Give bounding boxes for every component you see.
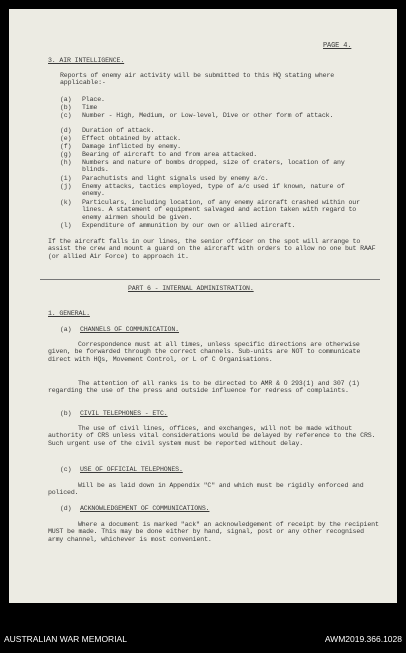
section1-heading: 1. GENERAL. (48, 310, 90, 317)
item-text: Numbers and nature of bombs dropped, size of craters, location of any blinds. (82, 159, 345, 174)
page-number: PAGE 4. (323, 42, 352, 50)
subsection-b-text: The use of civil lines, offices, and exchanges, will not be made without authority of CRS unless vital considerations would be delayed by reference to the CRS. Such urgent use of the civil system must be reported without delay. (48, 425, 376, 447)
subsection-a-text2: The attention of all ranks is to be directed to AMR & O 293(1) and 307 (1) regarding the use of the press and outside influence for redress of complaints. (48, 380, 360, 395)
item-text: Damage inflicted by enemy. (82, 143, 181, 150)
subsection-c-marker: (c) (60, 466, 72, 473)
item-letter: (i) (60, 175, 72, 182)
section3-heading: 3. AIR INTELLIGENCE. (48, 57, 125, 64)
item-letter: (b) (60, 104, 72, 111)
subsection-a-text: Correspondence must at all times, unless specific directions are otherwise given, be forwarded through the correct channels. Sub-units are NOT to communicate direct with HQs, Movement Control, or L of C Organisations. (48, 341, 361, 363)
divider (40, 279, 380, 280)
subsection-d-heading: ACKNOWLEDGEMENT OF COMMUNICATIONS. (80, 505, 210, 512)
footer-bar (0, 603, 406, 653)
item-text: Place. (82, 96, 105, 103)
item-text: Number - High, Medium, or Low-level, Dive or other form of attack. (82, 112, 334, 119)
item-text: Expenditure of ammunition by our own or allied aircraft. (82, 222, 296, 229)
subsection-b-heading: CIVIL TELEPHONES - ETC. (80, 410, 168, 417)
item-letter: (j) (60, 183, 72, 190)
item-letter: (f) (60, 143, 72, 150)
item-text: Enemy attacks, tactics employed, type of a/c used if known, nature of enemy. (82, 183, 345, 198)
item-letter: (l) (60, 222, 72, 229)
subsection-c-text: Will be as laid down in Appendix "C" and which must be rigidly enforced and policed. (48, 482, 364, 497)
item-letter: (a) (60, 96, 72, 103)
item-letter: (d) (60, 127, 72, 134)
item-text: Particulars, including location, of any enemy aircraft crashed within our lines. A statement of equipment salvaged and action taken with regard to enemy airmen should be given. (82, 199, 360, 221)
item-letter: (e) (60, 135, 72, 142)
footer-accession-number: AWM2019.366.1028 (324, 634, 402, 644)
section3-intro: Reports of enemy air activity will be submitted to this HQ stating where applicable:- (60, 72, 335, 87)
item-letter: (g) (60, 151, 72, 158)
item-text: Effect obtained by attack. (82, 135, 181, 142)
footer-institution: AUSTRALIAN WAR MEMORIAL (4, 634, 127, 644)
subsection-d-text: Where a document is marked "ack" an acknowledgement of receipt by the recipient MUST be made. This may be done either by hand, signal, post or any other recognised army channel, whichever is most convenient. (48, 521, 379, 543)
section3-closing: If the aircraft falls in our lines, the senior officer on the spot will arrange to assist the crew and mount a guard on the aircraft with orders to allow no one but RAAF (or allied Air Force) to approach it. (48, 238, 376, 260)
part6-heading: PART 6 - INTERNAL ADMINISTRATION. (128, 285, 254, 292)
item-text: Parachutists and light signals used by enemy a/c. (82, 175, 269, 182)
subsection-a-heading: CHANNELS OF COMMUNICATION. (80, 326, 179, 333)
item-text: Duration of attack. (82, 127, 155, 134)
item-letter: (c) (60, 112, 72, 119)
item-letter: (k) (60, 199, 72, 206)
subsection-d-marker: (d) (60, 505, 72, 512)
subsection-c-heading: USE OF OFFICIAL TELEPHONES. (80, 466, 183, 473)
item-text: Time (82, 104, 98, 111)
subsection-b-marker: (b) (60, 410, 72, 417)
item-text: Bearing of aircraft to and from area attacked. (82, 151, 258, 158)
item-letter: (h) (60, 159, 72, 166)
subsection-a-marker: (a) (60, 326, 72, 333)
